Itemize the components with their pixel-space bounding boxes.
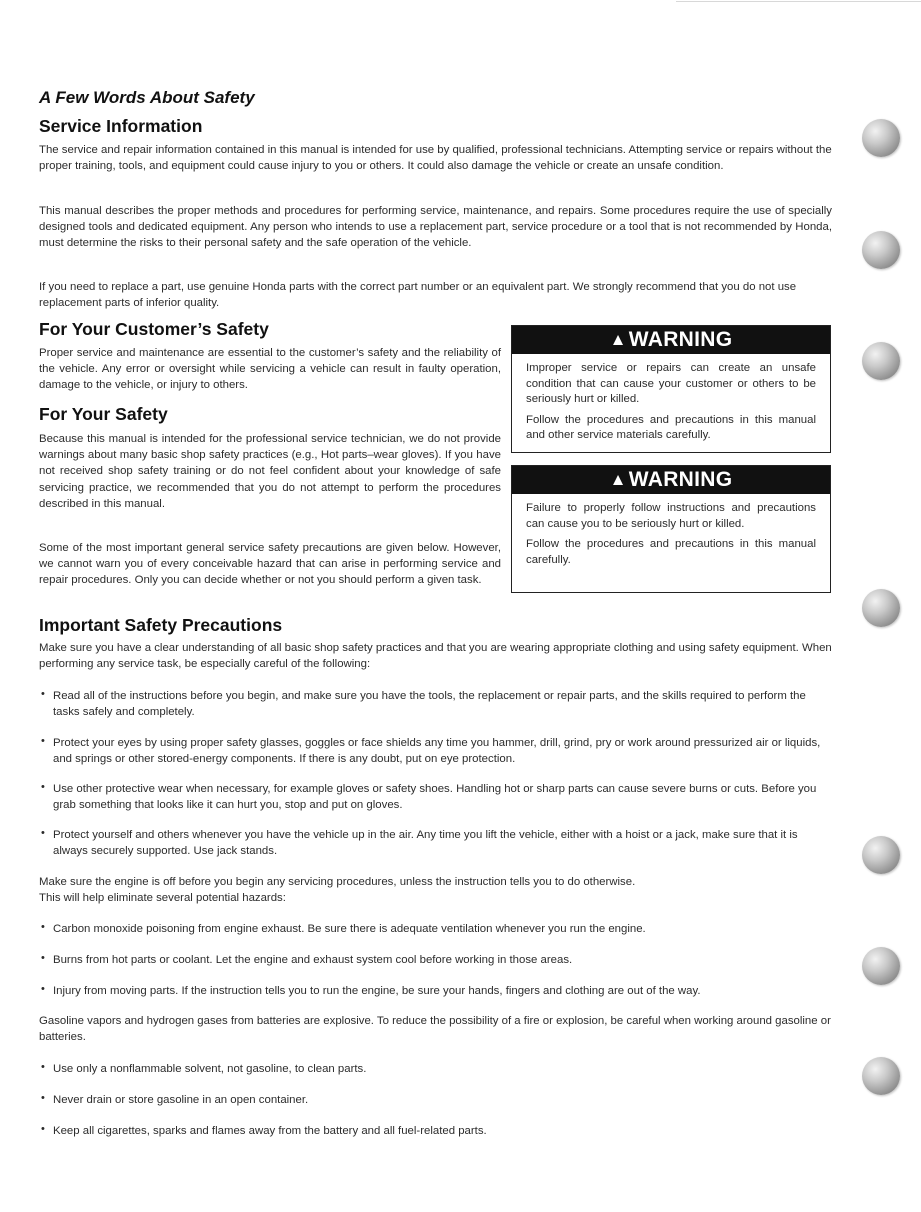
warning-text: Follow the procedures and precautions in this manual and other service materials carefully. (526, 413, 816, 442)
bullet-icon: • (41, 688, 45, 700)
paragraph-text: Because this manual is intended for the professional service technician, we do not provide warnings about many basic shop safety practices (e.g., Hot parts–wear gloves). If you have not received shop safety training or do not feel confident about your knowledge of safe servicing practice, we recommended that you do not attempt to perform the procedures described in this manual. (39, 433, 501, 510)
bullet-icon: • (41, 827, 45, 839)
bullet-icon: • (41, 1123, 45, 1135)
list-item (39, 735, 832, 767)
warning-box (511, 325, 831, 453)
scan-edge-line (676, 1, 921, 2)
bullet-icon: • (41, 781, 45, 793)
list-item-text: Burns from hot parts or coolant. Let the engine and exhaust system cool before working in those areas. (53, 954, 573, 966)
list-item (39, 1123, 832, 1139)
list-item (39, 688, 832, 720)
paragraph (39, 1013, 832, 1045)
paragraph-text: This manual describes the proper methods and procedures for performing service, maintenance, and repairs. Some procedures require the use of specially designed tools and dedicated equipment. Any person who intends to use a replacement part, service procedure or a tool that is not recommended by Honda, must determine the risks to their personal safety and the safe operation of the vehicle. (39, 205, 832, 250)
bullet-icon: • (41, 735, 45, 747)
binder-hole-icon (862, 1057, 900, 1095)
paragraph-text: Gasoline vapors and hydrogen gases from batteries are explosive. To reduce the possibility of a fire or explosion, be careful when working around gasoline or batteries. (39, 1015, 831, 1044)
paragraph (39, 431, 501, 512)
list-item-text: Protect your eyes by using proper safety glasses, goggles or face shields any time you hammer, drill, grind, pry or work around pressurized air or liquids, and springs or other stored-energy components. If there is any doubt, put on eye protection. (53, 737, 821, 766)
list-item-text: Keep all cigarettes, sparks and flames away from the battery and all fuel-related parts. (53, 1125, 487, 1137)
paragraph (39, 874, 832, 906)
warning-text: Follow the procedures and precautions in this manual carefully. (526, 538, 816, 566)
section-heading-your-safety: For Your Safety (39, 404, 168, 424)
binder-hole-icon (862, 589, 900, 627)
warning-header (512, 326, 830, 354)
paragraph (39, 345, 501, 394)
binder-hole-icon (862, 231, 900, 269)
bullet-icon: • (41, 983, 45, 995)
section-heading-customer-safety: For Your Customer’s Safety (39, 319, 269, 339)
bullet-icon: • (41, 921, 45, 933)
list-item-text: Protect yourself and others whenever you have the vehicle up in the air. Any time you lift the vehicle, either with a hoist or a jack, make sure that it is always securely supported. Use jack stands. (53, 829, 798, 858)
paragraph-text: This will help eliminate several potential hazards: (39, 892, 286, 905)
paragraph-text: Proper service and maintenance are essential to the customer’s safety and the reliability of the vehicle. Any error or oversight while servicing a vehicle can result in faulty operation, damage to the vehicle, or injury to others. (39, 347, 501, 392)
paragraph (39, 540, 501, 589)
list-item (39, 827, 832, 859)
binder-hole-icon (862, 836, 900, 874)
list-item (39, 781, 832, 813)
list-item (39, 983, 832, 999)
list-item-text: Injury from moving parts. If the instruction tells you to run the engine, be sure your hands, fingers and clothing are out of the way. (53, 985, 701, 997)
paragraph (39, 279, 832, 311)
list-item (39, 921, 832, 937)
paragraph-text: Some of the most important general service safety precautions are given below. However, we cannot warn you of every conceivable hazard that can arise in performing service and repair procedures. Only you can decide whether or not you should perform a given task. (39, 542, 501, 587)
warning-label: WARNING (628, 328, 733, 351)
list-item-text: Read all of the instructions before you begin, and make sure you have the tools, the replacement or repair parts, and the skills required to perform the tasks safely and completely. (53, 690, 806, 719)
bullet-icon: • (41, 1061, 45, 1073)
section-heading-important-safety-precautions: Important Safety Precautions (39, 615, 283, 635)
paragraph (39, 203, 832, 252)
warning-body (512, 354, 830, 450)
bullet-icon: • (41, 1092, 45, 1104)
list-item (39, 1092, 832, 1108)
binder-hole-icon (862, 342, 900, 380)
section-heading-service-information: Service Information (39, 116, 203, 136)
warning-label: WARNING (628, 468, 733, 491)
bullet-icon: • (41, 952, 45, 964)
paragraph (39, 142, 832, 174)
list-item-text: Use only a nonflammable solvent, not gasoline, to clean parts. (53, 1063, 367, 1075)
warning-text: Failure to properly follow instructions and precautions can cause you to be seriously hurt or killed. (526, 502, 816, 530)
list-item-text: Use other protective wear when necessary, for example gloves or safety shoes. Handling hot or sharp parts can cause severe burns or cuts. Before you grab something that looks like it can hurt you, stop and put on gloves. (53, 783, 817, 812)
list-item (39, 1061, 832, 1077)
paragraph-text: The service and repair information contained in this manual is intended for use by qualified, professional technicians. Attempting service or repairs without the proper training, tools, and equipment could cause injury to you or others. It could also damage the vehicle or create an unsafe condition. (39, 144, 832, 173)
warning-triangle-icon: ▲ (609, 470, 627, 489)
list-item-text: Carbon monoxide poisoning from engine exhaust. Be sure there is adequate ventilation whenever you run the engine. (53, 923, 646, 935)
paragraph (39, 640, 832, 672)
paragraph-text: If you need to replace a part, use genuine Honda parts with the correct part number or an equivalent part. We strongly recommend that you do not use replacement parts of inferior quality. (39, 281, 797, 310)
binder-hole-icon (862, 119, 900, 157)
list-item-text: Never drain or store gasoline in an open container. (53, 1094, 309, 1106)
warning-body (512, 494, 830, 574)
binder-hole-icon (862, 947, 900, 985)
warning-triangle-icon: ▲ (609, 330, 627, 349)
warning-box (511, 465, 831, 593)
warning-text: Improper service or repairs can create an unsafe condition that can cause your customer or others to be seriously hurt or killed. (526, 362, 816, 406)
paragraph-text: Make sure you have a clear understanding of all basic shop safety practices and that you are wearing appropriate clothing and using safety equipment. When performing any service task, be especially careful of the following: (39, 642, 832, 671)
page-title: A Few Words About Safety (39, 88, 255, 107)
list-item (39, 952, 832, 968)
warning-header (512, 466, 830, 494)
paragraph-text: Make sure the engine is off before you begin any servicing procedures, unless the instruction tells you to do otherwise. (39, 876, 636, 888)
